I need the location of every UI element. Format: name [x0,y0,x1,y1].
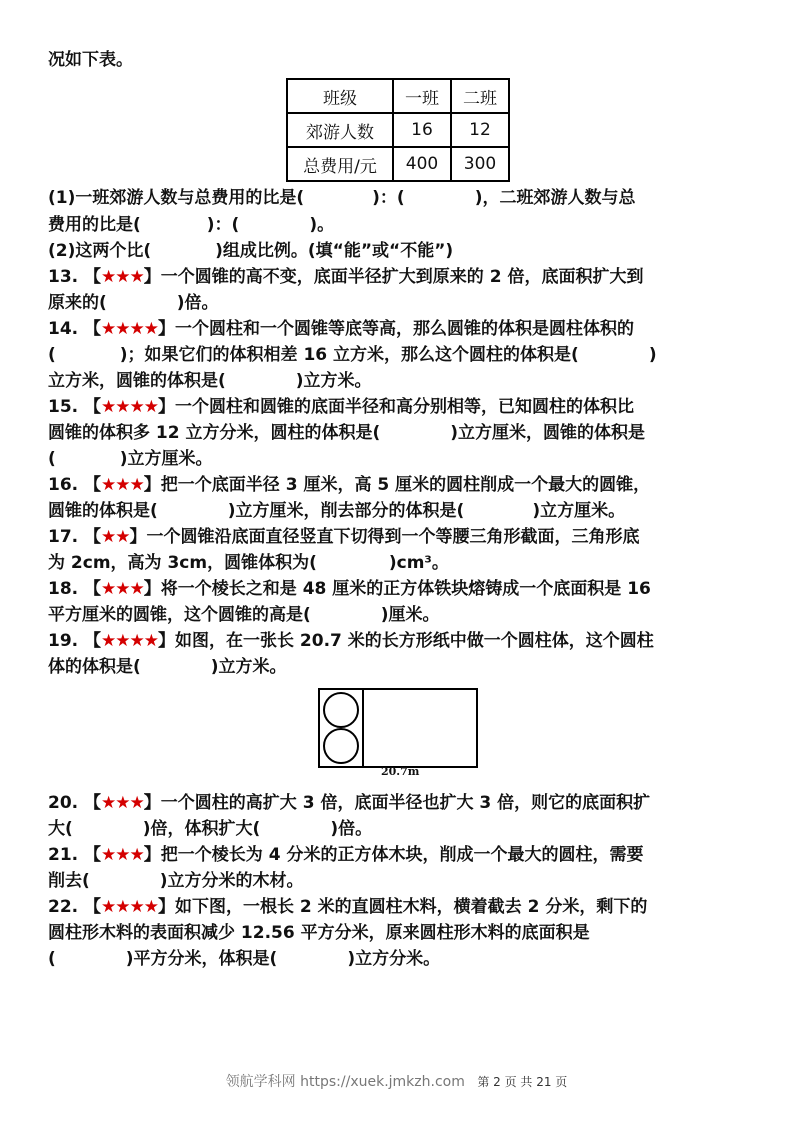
question-text: 圆锥的体积是( [48,501,158,521]
q12-text: )，二班郊游人数与总 [474,188,636,208]
q17-line1: 17. 【★★】一个圆锥沿底面直径竖直下切得到一个等腰三角形截面，三角形底 [48,527,640,547]
table-cell: 总费用/元 [287,147,393,181]
question-number: 18. [48,579,79,599]
difficulty-stars-icon: ★★★★ [101,631,159,651]
q20-line2 [48,817,372,841]
question-text: ( [48,949,56,969]
question-text: 一个圆锥的高不变，底面半径扩大到原来的 2 倍，底面积扩大到 [160,267,644,287]
q20-line1: 20. 【★★★】一个圆柱的高扩大 3 倍，底面半径也扩大 3 倍，则它的底面积扩 [48,793,651,813]
difficulty-stars-icon: ★★★ [101,793,144,813]
table-cell: 400 [393,147,451,181]
q15-line1: 15. 【★★★★】一个圆柱和圆锥的底面半径和高分别相等，已知圆柱的体积比 [48,397,635,417]
question-text: 把一个底面半径 3 厘米，高 5 厘米的圆柱削成一个最大的圆锥， [160,475,651,495]
table-row [287,147,509,181]
difficulty-stars-icon: ★★★★ [101,319,159,339]
question-number: 13. [48,267,79,287]
table-row [287,113,509,147]
difficulty-stars-icon: ★★★★ [101,897,159,917]
q19-line1: 19. 【★★★★】如图，在一张长 20.7 米的长方形纸中做一个圆柱体，这个圆柱 [48,631,654,651]
question-text: 把一个棱长为 4 分米的正方体木块，削成一个最大的圆柱，需要 [160,845,644,865]
q12-text: )：( [372,188,405,208]
question-text: 如下图，一根长 2 米的直圆柱木料，横着截去 2 分米，剩下的 [175,897,648,917]
question-text: 为 2cm，高为 3cm，圆锥体积为( [48,553,317,573]
cylinder-net-figure [318,688,478,768]
q12-text: )。 [309,215,335,235]
difficulty-stars-icon: ★★★ [101,267,144,287]
intro-text: 况如下表。 [48,50,133,70]
q19-line2 [48,655,287,679]
question-number: 21. [48,845,79,865]
circle-top-shape [323,692,359,728]
q12-text: )组成比例。(填“能”或“不能”) [215,241,454,261]
q22-line2 [48,921,590,945]
figure-divider [362,690,364,766]
page-number: 第 2 页 共 21 页 [477,1075,568,1089]
q22-line3 [48,947,440,971]
question-text: ( [48,345,56,365]
question-text: 一个圆锥沿底面直径竖直下切得到一个等腰三角形截面，三角形底 [146,527,640,547]
q12-text: (2)这两个比( [48,241,152,261]
difficulty-stars-icon: ★★★ [101,475,144,495]
question-text: 圆柱形木料的表面积减少 12.56 平方分米，原来圆柱形木料的底面积是 [48,923,590,943]
question-text: )厘米。 [380,605,440,625]
watermark-text: 领航学科网 https://xuek.jmkzh.com [225,1074,465,1090]
page-footer [0,1071,793,1091]
question-number: 15. [48,397,79,417]
q14-line1: 14. 【★★★★】一个圆柱和一个圆锥等底等高，那么圆锥的体积是圆柱体积的 [48,319,635,339]
question-text: )立方米。 [295,371,372,391]
question-number: 16. [48,475,79,495]
question-text: )立方米。 [210,657,287,677]
question-text: ( [48,449,56,469]
question-text: )立方分米。 [347,949,441,969]
difficulty-stars-icon: ★★★ [101,845,144,865]
q12-text: 费用的比是( [48,215,141,235]
trip-table [286,78,510,182]
question-text: )立方厘米。 [532,501,626,521]
q14-line3 [48,369,372,393]
table-cell: 300 [451,147,509,181]
difficulty-stars-icon: ★★ [101,527,130,547]
question-number: 22. [48,897,79,917]
table-header-cell: 班级 [287,79,393,113]
question-text: )倍。 [330,819,373,839]
q17-line2 [48,551,449,575]
q13-line2 [48,291,219,315]
difficulty-stars-icon: ★★★ [101,579,144,599]
question-text: ) [648,345,657,365]
q21-line1: 21. 【★★★】把一个棱长为 4 分米的正方体木块，削成一个最大的圆柱，需要 [48,845,644,865]
question-text: )立方厘米，圆锥的体积是 [450,423,646,443]
question-text: 立方米，圆锥的体积是( [48,371,226,391]
figure-length-label: 20.7m [381,765,420,778]
question-number: 20. [48,793,79,813]
q12-text: (1)一班郊游人数与总费用的比是( [48,188,305,208]
question-text: 如图，在一张长 20.7 米的长方形纸中做一个圆柱体，这个圆柱 [175,631,654,651]
q18-line2 [48,603,440,627]
q12-text: )：( [206,215,240,235]
q15-line2 [48,421,645,445]
q16-line1: 16. 【★★★】把一个底面半径 3 厘米，高 5 厘米的圆柱削成一个最大的圆锥， [48,475,651,495]
table-header-cell: 一班 [393,79,451,113]
question-text: )立方分米的木材。 [159,871,304,891]
q18-line1: 18. 【★★★】将一个棱长之和是 48 厘米的正方体铁块熔铸成一个底面积是 16 [48,579,651,599]
question-number: 17. [48,527,79,547]
question-text: 一个圆柱和一个圆锥等底等高，那么圆锥的体积是圆柱体积的 [175,319,635,339]
question-text: )cm³。 [388,553,449,573]
table-header-row [287,79,509,113]
question-text: )平方分米，体积是( [125,949,278,969]
q14-line2 [48,343,657,367]
q16-line2 [48,499,625,523]
question-text: )倍，体积扩大( [142,819,261,839]
table-cell: 16 [393,113,451,147]
q22-line1: 22. 【★★★★】如下图，一根长 2 米的直圆柱木料，横着截去 2 分米，剩下的 [48,897,648,917]
question-number: 19. [48,631,79,651]
q12-part1-line2 [48,213,334,237]
q15-line3 [48,447,213,471]
question-number: 14. [48,319,79,339]
question-text: )；如果它们的体积相差 16 立方米，那么这个圆柱的体积是( [119,345,579,365]
question-text: 圆锥的体积多 12 立方分米，圆柱的体积是( [48,423,381,443]
question-text: )立方厘米，削去部分的体积是( [227,501,465,521]
q12-part1-line1 [48,186,635,210]
question-text: 将一个棱长之和是 48 厘米的正方体铁块熔铸成一个底面积是 16 [160,579,651,599]
question-text: )立方厘米。 [119,449,213,469]
q21-line2 [48,869,304,893]
q13-line1: 13. 【★★★】一个圆锥的高不变，底面半径扩大到原来的 2 倍，底面积扩大到 [48,267,644,287]
table-header-cell: 二班 [451,79,509,113]
q12-part2 [48,239,453,263]
question-text: 原来的( [48,293,107,313]
table-cell: 郊游人数 [287,113,393,147]
question-text: 一个圆柱和圆锥的底面半径和高分别相等，已知圆柱的体积比 [175,397,635,417]
question-text: 一个圆柱的高扩大 3 倍，底面半径也扩大 3 倍，则它的底面积扩 [160,793,651,813]
question-text: )倍。 [176,293,219,313]
circle-bottom-shape [323,728,359,764]
table-cell: 12 [451,113,509,147]
question-text: 削去( [48,871,90,891]
question-text: 大( [48,819,73,839]
question-text: 平方厘米的圆锥，这个圆锥的高是( [48,605,311,625]
question-text: 体的体积是( [48,657,141,677]
difficulty-stars-icon: ★★★★ [101,397,159,417]
